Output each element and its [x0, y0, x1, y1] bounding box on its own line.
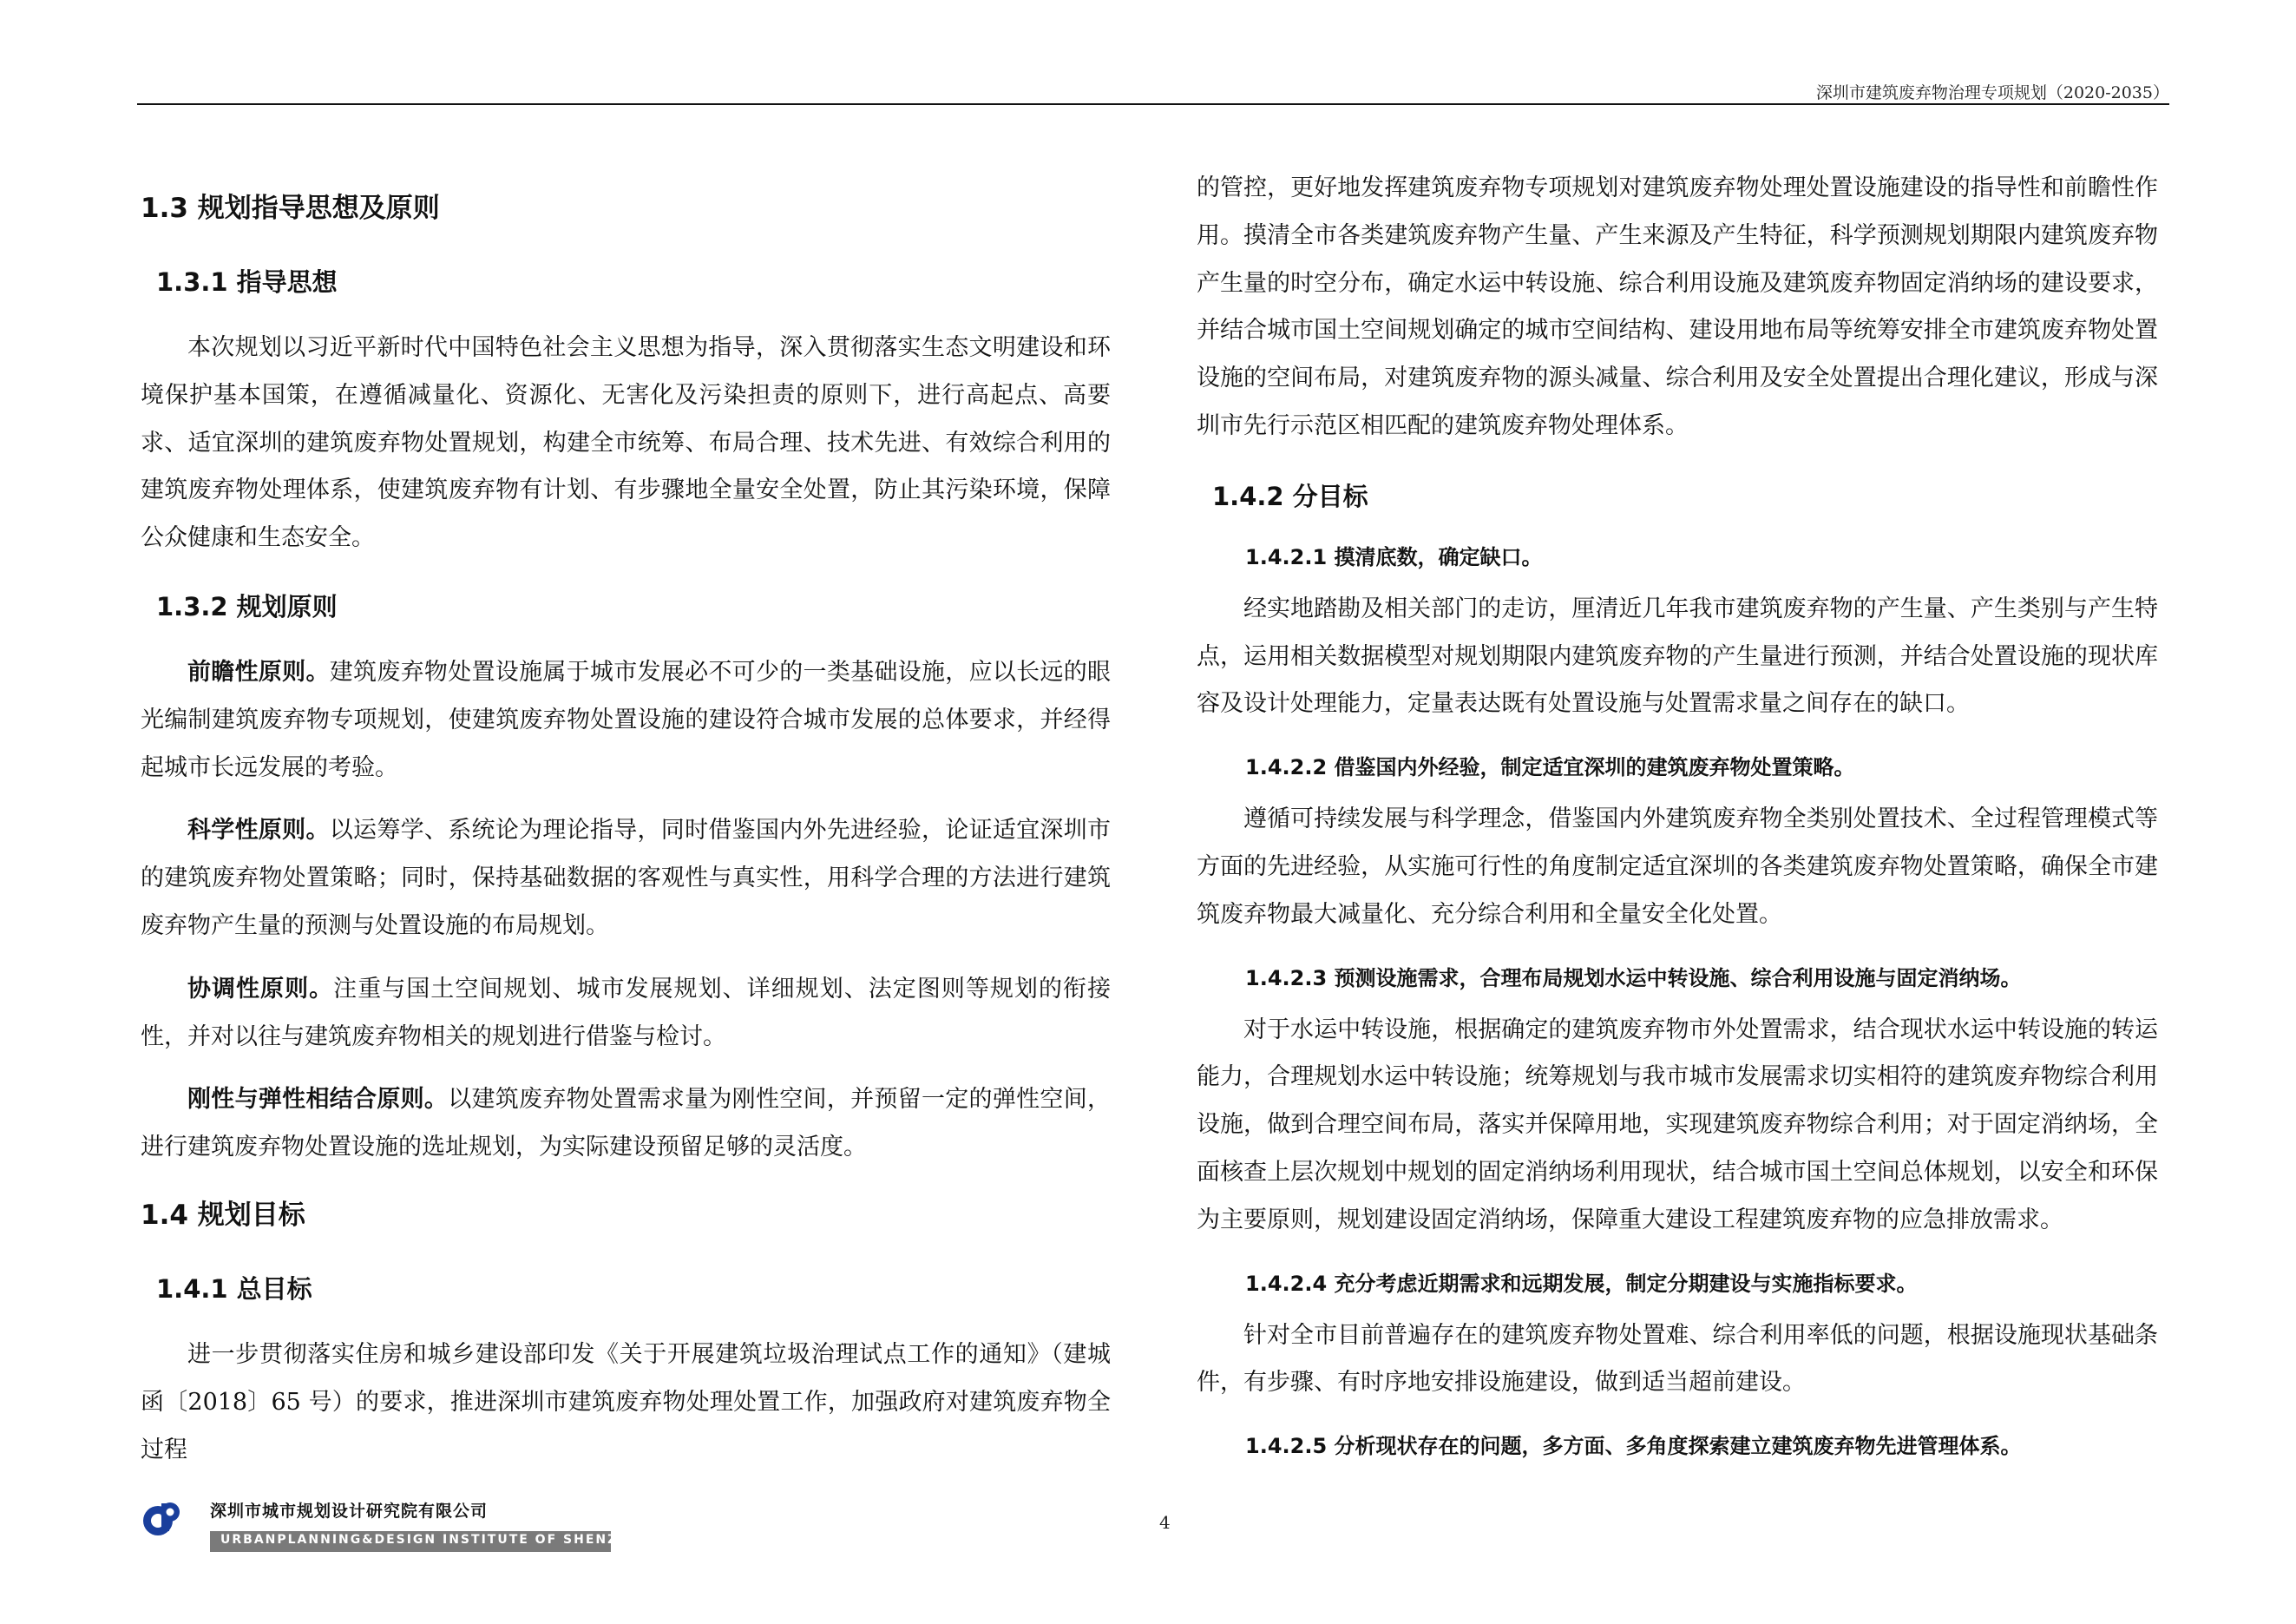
- paragraph-subgoal-4: 针对全市目前普遍存在的建筑废弃物处置难、综合利用率低的问题，根据设施现状基础条件，有步骤、有时序地安排设施建设，做到适当超前建设。: [1197, 1321, 2158, 1397]
- heading-1-4-1: 1.4.1 总目标: [156, 1273, 312, 1304]
- principle-text: 以运筹学、系统论为理论指导，同时借鉴国内外先进经验，论证适宜深圳市的建筑废弃物处置策略；同时，保持基础数据的客观性与真实性，用科学合理的方法进行建筑废弃物产生量的预测与处置设施的布局规划。: [141, 817, 1112, 939]
- heading-1-4-2-5: 1.4.2.5 分析现状存在的问题，多方面、多角度探索建立建筑废弃物先进管理体系。: [1245, 1434, 2022, 1459]
- right-column: [1197, 165, 2158, 1475]
- heading-1-4-2: 1.4.2 分目标: [1212, 481, 1368, 511]
- organization-banner: [210, 1531, 653, 1552]
- principle-rigidity-flexibility: [141, 1076, 1111, 1172]
- paragraph-subgoal-1: 经实地踏勘及相关部门的走访，厘清近几年我市建筑废弃物的产生量、产生类别与产生特点，运用相关数据模型对规划期限内建筑废弃物的产生量进行预测，并结合处置设施的现状库容及设计处理能力，定量表达既有处置设施与处置需求量之间存在的缺口。: [1197, 595, 2158, 718]
- paragraph-subgoal-2: 遵循可持续发展与科学理念，借鉴国内外建筑废弃物全类别处置技术、全过程管理模式等方面的先进经验，从实施可行性的角度制定适宜深圳的各类建筑废弃物处置策略，确保全市建筑废弃物最大减量化、充分综合利用和全量安全化处置。: [1197, 805, 2158, 928]
- paragraph-overall-goal: 进一步贯彻落实住房和城乡建设部印发《关于开展建筑垃圾治理试点工作的通知》（建城函〔2018〕65 号）的要求，推进深圳市建筑废弃物处理处置工作，加强政府对建筑废弃物全过程: [141, 1340, 1111, 1463]
- udpi-logo-icon: [141, 1498, 182, 1540]
- principle-lead: 协调性原则。: [187, 975, 334, 1003]
- principle-coordination: [141, 966, 1111, 1062]
- paragraph-subgoal-3: 对于水运中转设施，根据确定的建筑废弃物市外处置需求，结合现状水运中转设施的转运能力，合理规划水运中转设施；统筹规划与我市城市发展需求切实相符的建筑废弃物综合利用设施，做到合理空间布局，落实并保障用地，实现建筑废弃物综合利用；对于固定消纳场，全面核查上层次规划中规划的固定消纳场利用现状，结合城市国土空间总体规划，以安全和环保为主要原则，规划建设固定消纳场，保障重大建设工程建筑废弃物的应急排放需求。: [1197, 1016, 2158, 1233]
- principle-lead: 前瞻性原则。: [187, 658, 330, 686]
- left-column: [141, 165, 1111, 1489]
- principle-text: 以建筑废弃物处置需求量为刚性空间，并预留一定的弹性空间，进行建筑废弃物处置设施的选址规划，为实际建设预留足够的灵活度。: [141, 1086, 1112, 1161]
- organization-name-en: URBANPLANNING&DESIGN INSTITUTE OF SHENZHEN: [220, 1533, 653, 1547]
- principle-scientific: [141, 807, 1111, 950]
- page-number: 4: [1159, 1512, 1171, 1533]
- principle-text: 注重与国土空间规划、城市发展规划、详细规划、法定图则等规划的衔接性，并对以往与建筑废弃物相关的规划进行借鉴与检讨。: [141, 975, 1112, 1050]
- paragraph-overall-goal-continued: 的管控，更好地发挥建筑废弃物专项规划对建筑废弃物处理处置设施建设的指导性和前瞻性作用。摸清全市各类建筑废弃物产生量、产生来源及产生特征，科学预测规划期限内建筑废弃物产生量的时空分布，确定水运中转设施、综合利用设施及建筑废弃物固定消纳场的建设要求，并结合城市国土空间规划确定的城市空间结构、建设用地布局等统筹安排全市建筑废弃物处置设施的空间布局，对建筑废弃物的源头减量、综合利用及安全处置提出合理化建议，形成与深圳市先行示范区相匹配的建筑废弃物处理体系。: [1197, 174, 2158, 439]
- principle-text: 建筑废弃物处置设施属于城市发展必不可少的一类基础设施，应以长远的眼光编制建筑废弃物专项规划，使建筑废弃物处置设施的建设符合城市发展的总体要求，并经得起城市长远发展的考验。: [141, 658, 1112, 781]
- header-divider: [137, 103, 2169, 105]
- heading-1-4-2-2: 1.4.2.2 借鉴国内外经验，制定适宜深圳的建筑废弃物处置策略。: [1245, 755, 1855, 780]
- organization-name: 深圳市城市规划设计研究院有限公司: [210, 1502, 489, 1521]
- paragraph-guiding-ideology: 本次规划以习近平新时代中国特色社会主义思想为指导，深入贯彻落实生态文明建设和环境保护基本国策，在遵循减量化、资源化、无害化及污染担责的原则下，进行高起点、高要求、适宜深圳的建筑废弃物处置规划，构建全市统筹、布局合理、技术先进、有效综合利用的建筑废弃物处理体系，使建筑废弃物有计划、有步骤地全量安全处置，防止其污染环境，保障公众健康和生态安全。: [141, 334, 1111, 552]
- heading-1-4-2-3: 1.4.2.3 预测设施需求，合理布局规划水运中转设施、综合利用设施与固定消纳场。: [1245, 965, 2022, 990]
- page-header-title: 深圳市建筑废弃物治理专项规划（2020-2035）: [1815, 83, 2169, 102]
- heading-1-4-2-1: 1.4.2.1 摸清底数，确定缺口。: [1245, 544, 1543, 569]
- principle-lead: 刚性与弹性相结合原则。: [187, 1086, 449, 1114]
- heading-1-3-2: 1.3.2 规划原则: [156, 591, 338, 621]
- heading-1-3-1: 1.3.1 指导思想: [156, 267, 338, 297]
- heading-1-3: 1.3 规划指导思想及原则: [141, 193, 440, 224]
- heading-1-4-2-4: 1.4.2.4 充分考虑近期需求和远期发展，制定分期建设与实施指标要求。: [1245, 1271, 1918, 1296]
- heading-1-4: 1.4 规划目标: [141, 1199, 305, 1231]
- principle-forward-looking: [141, 649, 1111, 792]
- principle-lead: 科学性原则。: [187, 817, 330, 845]
